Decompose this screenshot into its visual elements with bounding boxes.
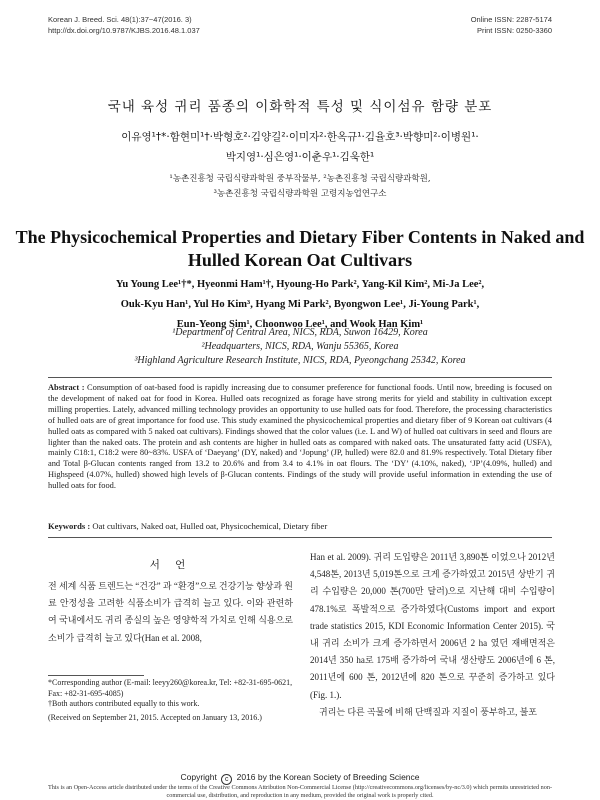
- english-affiliation-line-3: ³Highland Agriculture Research Institute, NICS, RDA, Pyeongchang 25342, Korea: [134, 355, 466, 366]
- english-authors-line-1: Yu Young Lee¹†*, Hyeonmi Ham¹†, Hyoung-Ho Park², Yang-Kil Kim², Mi-Ja Lee²,: [115, 279, 485, 290]
- english-title-line-2: Hulled Korean Oat Cultivars: [187, 250, 413, 270]
- korean-authors-line-1: 이유영¹†*·함현미¹†·박형호²·김양길²·이미자²·한옥규¹·김율호³·박향미²·이병원¹·: [121, 131, 479, 143]
- english-authors-line-2: Ouk-Kyu Han¹, Yul Ho Kim³, Hyang Mi Park², Byongwon Lee¹, Ji-Young Park¹,: [120, 299, 480, 310]
- korean-affiliation-line-1: ¹농촌진흥청 국립식량과학원 중부작물부, ²농촌진흥청 국립식량과학원,: [169, 174, 431, 184]
- english-affiliation-line-1: ¹Department of Central Area, NICS, RDA, Suwon 16429, Korea: [172, 327, 428, 338]
- abstract: [48, 383, 552, 492]
- intro-right-paragraph-1: Han et al. 2009). 귀리 도입량은 2011년 3,890톤 이었으나 2012년 4,548톤, 2013년 5,019톤으로 크게 증가하였고 2015년 상반기 귀리 수입량은 20,000 톤(700만 달러)으로 지난해 대비 수입량이 478.1%로 폭발적으로 증가하였다(Customs import and export trade statistics 2015, KDI Economic Information Center 2015). 국내 귀리 소비가 크게 증가하면서 2006년 2 ha 였던 재배면적은 2014년 350 ha로 175배 증가하여 국내 생산량도 2006년에 6 톤, 2011년에 600 톤, 2012년에 820 톤으로 꾸준히 증가하고 있다(Fig. 1.).: [310, 552, 555, 700]
- copyright-prefix: Copyright: [180, 772, 217, 782]
- license-notice: This is an Open-Access article distributed under the terms of the Creative Commons Attribution Non-Commercial License (http://creativecommons.org/licenses/by-nc/3.0) which permits unrestricted non-commercial use, distribution, and reproduction in any medium, provided the original work is properly cited.: [47, 784, 553, 799]
- print-issn: Print ISSN: 0250-3360: [476, 26, 552, 35]
- english-title: [0, 226, 600, 272]
- journal-citation: Korean J. Breed. Sci. 48(1):37~47(2016. 3): [48, 15, 192, 24]
- abstract-label: Abstract :: [48, 383, 85, 392]
- korean-affiliation-line-2: ³농촌진흥청 국립식량과학원 고령지농업연구소: [213, 189, 387, 199]
- copyright-icon: c: [221, 774, 232, 785]
- korean-authors: [0, 127, 600, 167]
- corresponding-author-note: *Corresponding author (E-mail: leeyy260@korea.kr, Tel: +82-31-695-0621, Fax: +82-31-695-4085): [48, 678, 293, 698]
- copyright-suffix: 2016 by the Korean Society of Breeding Science: [236, 772, 420, 782]
- abstract-text: Consumption of oat-based food is rapidly increasing due to consumer preference for functional foods. Until now, breeding is focused on the development of naked oat for food in Korea. Hulled oats recognized as forage have strong merits for yield and stability in cultivation except milling properties. Lately, advanced milling technology provides an opportunity to use hulled oats for food. Therefore, the processing characteristics of hulled oats are of great importance for food use. This study examined the physicochemical properties and dietary fiber of 9 Korean oat cultivars (4 hulled oats as compared with 5 naked oat cultivars). Findings showed that the color values (i.e. L and W) of hulled oat cultivars in seed and flours are lighter than the naked oats. The protein and ash contents are higher in hulled oats as compared with naked oats. The unsaturated fatty acid (USFA), mainly C18:1, C18:2 were 80~83%. USFA of ‘Daeyang’ (DY, naked) and ‘Jopung’ (JP, hulled) were 82.0 and 81.9% respectively. Total Dietary fiber and Total β-Glucan contents ranged from 13.2 to 20.6% and from 3.4 to 4.1% in oat flours. The ‘DY’ (4.10%, naked), ‘JP’(4.09%, hulled) and Highspeed (4.07%, hulled) showed high levels of β-Glucan contents. Findings of the study will provide useful information in extending the use of hulled oats for food.: [48, 383, 552, 491]
- english-affiliations: [0, 326, 600, 368]
- english-title-line-1: The Physicochemical Properties and Dietary Fiber Contents in Naked and: [15, 227, 585, 247]
- intro-right-column: [310, 549, 555, 721]
- abstract-top-rule: [48, 377, 552, 378]
- keywords: [48, 521, 552, 531]
- equal-contribution-note: †Both authors contributed equally to this work.: [48, 699, 200, 708]
- abstract-bottom-rule: [48, 537, 552, 538]
- keywords-text: Oat cultivars, Naked oat, Hulled oat, Physicochemical, Dietary fiber: [92, 521, 328, 531]
- intro-heading: 서 언: [149, 559, 192, 571]
- english-authors-line-3: Eun-Yeong Sim¹, Choonwoo Lee¹, and Wook Han Kim¹: [176, 319, 424, 330]
- footnotes: [48, 678, 298, 710]
- received-dates: (Received on September 21, 2015. Accepted on January 13, 2016.): [48, 713, 262, 722]
- korean-title: 국내 육성 귀리 품종의 이화학적 특성 및 식이섬유 함량 분포: [107, 99, 493, 115]
- doi-link[interactable]: http://dx.doi.org/10.9787/KJBS.2016.48.1.037: [48, 26, 200, 35]
- running-header-right: [471, 14, 552, 36]
- running-header-left: [48, 14, 200, 36]
- keywords-label: Keywords :: [48, 521, 91, 531]
- intro-right-paragraph-2: 귀리는 다른 곡물에 비해 단백질과 지질이 풍부하고, 불포: [319, 706, 537, 717]
- online-issn: Online ISSN: 2287-5174: [470, 15, 552, 24]
- korean-affiliations: [0, 172, 600, 202]
- korean-authors-line-2: 박지영¹·심은영¹·이춘우¹·김욱한¹: [225, 151, 375, 163]
- footnote-rule: [48, 675, 144, 676]
- english-affiliation-line-2: ²Headquarters, NICS, RDA, Wanju 55365, Korea: [201, 341, 399, 352]
- intro-left-column: 전 세계 식품 트렌드는 “건강” 과 “환경”으로 건강기능 향상과 원료 안정성을 고려한 식품소비가 급격히 늘고 있다. 이와 관련하여 국내에서도 귀리 종실의 높은 영양학적 가치로 인해 식용으로 소비가 급격히 늘고 있다(Han et al. 2008,: [48, 581, 293, 643]
